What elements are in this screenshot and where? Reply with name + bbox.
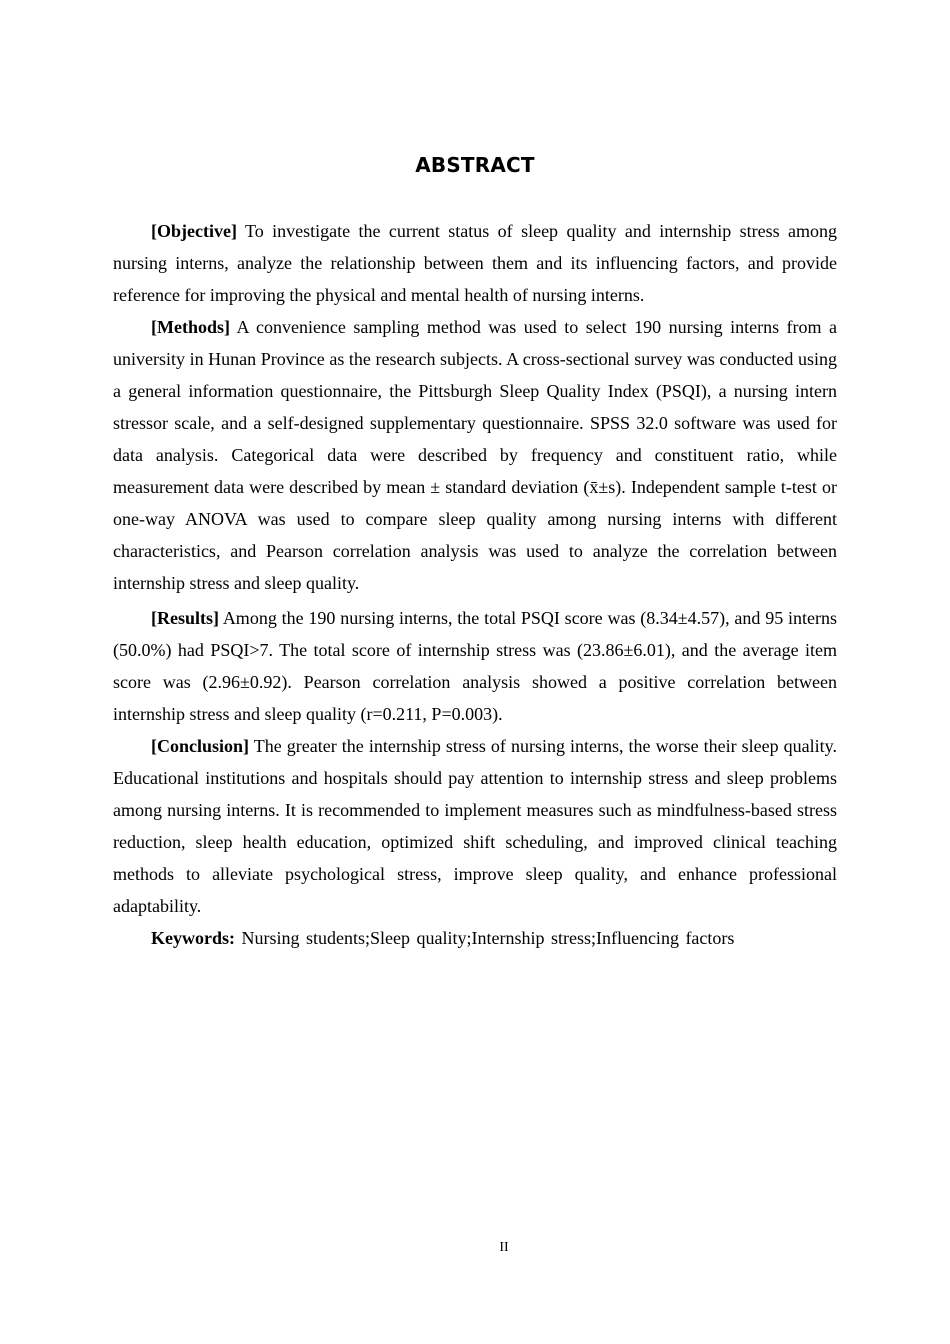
results-heading: [Results] [151,608,219,628]
conclusion-text: The greater the internship stress of nursing interns, the worse their sleep quality. Educational institutions and hospitals should pay attention to internship stress and sleep problems among nursing interns. It is recommended to implement measures such as mindfulness-based stress reduction, sleep health education, optimized shift scheduling, and improved clinical teaching methods to alleviate psychological stress, improve sleep quality, and enhance professional adaptability. [113,736,837,916]
keywords-label: Keywords: [151,928,235,948]
objective-heading: [Objective] [151,221,237,241]
keywords-text: Nursing students;Sleep quality;Internship stress;Influencing factors [241,928,735,948]
results-paragraph [113,602,837,730]
objective-paragraph [113,215,837,311]
page-title: ABSTRACT [415,153,535,177]
abstract-body [113,215,837,954]
page-number: II [499,1240,509,1255]
keywords-line [113,922,837,954]
methods-paragraph [113,311,837,599]
conclusion-heading: [Conclusion] [151,736,250,756]
conclusion-paragraph [113,730,837,922]
methods-heading: [Methods] [151,317,230,337]
results-text: Among the 190 nursing interns, the total PSQI score was (8.34±4.57), and 95 interns (50.0%) had PSQI>7. The total score of internship stress was (23.86±6.01), and the average item score was (2.96±0.92). Pearson correlation analysis showed a positive correlation between internship stress and sleep quality (r=0.211, P=0.003). [113,608,837,724]
methods-text: A convenience sampling method was used to select 190 nursing interns from a university in Hunan Province as the research subjects. A cross-sectional survey was conducted using a general information questionnaire, the Pittsburgh Sleep Quality Index (PSQI), a nursing intern stressor scale, and a self-designed supplementary questionnaire. SPSS 32.0 software was used for data analysis. Categorical data were described by frequency and constituent ratio, while measurement data were described by mean ± standard deviation (x̄±s). Independent sample t-test or one-way ANOVA was used to compare sleep quality among nursing interns with different characteristics, and Pearson correlation analysis was used to analyze the correlation between internship stress and sleep quality. [113,317,837,593]
objective-text: To investigate the current status of sleep quality and internship stress among nursing interns, analyze the relationship between them and its influencing factors, and provide reference for improving the physical and mental health of nursing interns. [113,221,837,305]
